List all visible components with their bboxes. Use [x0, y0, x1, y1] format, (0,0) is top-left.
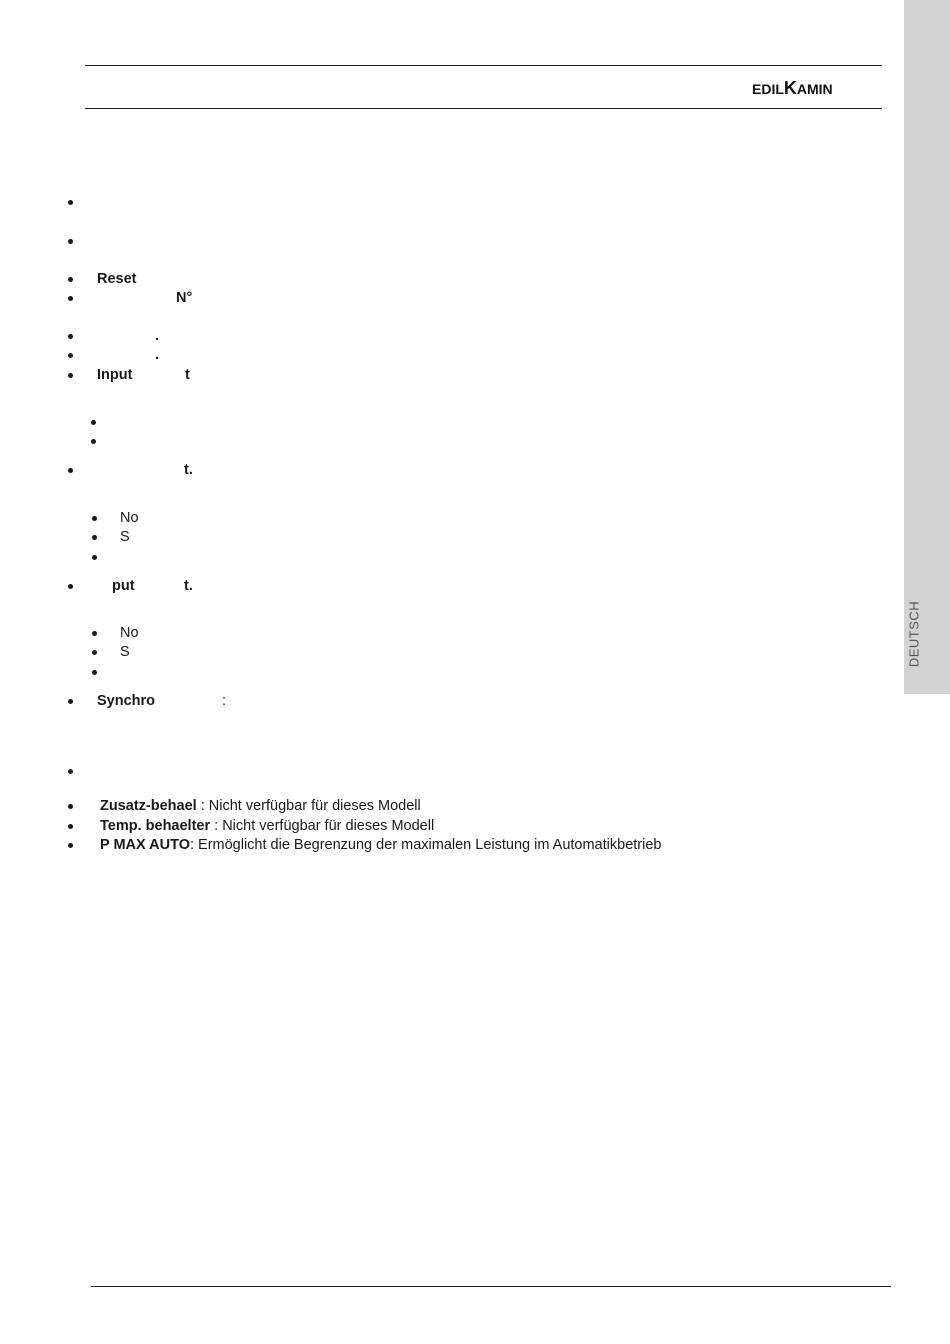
sub-bullet: [91, 420, 96, 425]
sub-bullet: [92, 535, 97, 540]
list-item-input-t: t: [185, 367, 190, 383]
sub-item-s-2: S: [120, 644, 130, 660]
bullet: [68, 824, 73, 829]
footer-rule: [91, 1286, 891, 1287]
header-top-rule: [85, 65, 882, 66]
list-item-pmax: [100, 836, 661, 854]
bullet: [68, 804, 73, 809]
list-item-zusatz: [100, 797, 421, 815]
header-bottom-rule: [85, 108, 882, 109]
sub-item-s-1: S: [120, 529, 130, 545]
brand-logo-part-2: K: [783, 78, 797, 98]
list-item-synchro: Synchro: [97, 693, 156, 709]
bullet: [68, 334, 73, 339]
bullet: [68, 200, 73, 205]
bullet: [68, 277, 73, 282]
sub-bullet: [91, 439, 96, 444]
sub-bullet: [92, 631, 97, 636]
bullet: [68, 769, 73, 774]
bullet: [68, 373, 73, 378]
zusatz-text: : Nicht verfügbar für dieses Modell: [196, 798, 421, 814]
bullet: [68, 468, 73, 473]
list-item-input: Input: [97, 367, 133, 383]
list-item-temp: [100, 817, 434, 835]
sub-bullet: [92, 670, 97, 675]
temp-text: : Nicht verfügbar für dieses Modell: [210, 818, 435, 834]
bullet: [68, 584, 73, 589]
bullet: [68, 239, 73, 244]
sub-item-no-1: No: [120, 510, 139, 526]
language-label-text: DEUTSCH: [906, 600, 922, 668]
list-item-n-degree: N°: [176, 290, 193, 306]
sub-bullet: [92, 650, 97, 655]
pmax-label: P MAX AUTO: [100, 837, 190, 853]
list-item-dot-2: .: [155, 347, 160, 363]
sub-bullet: [92, 555, 97, 560]
brand-logo: [752, 79, 874, 97]
brand-logo-part-1: EDIL: [752, 81, 784, 97]
list-item-t-2: t.: [184, 578, 193, 594]
list-item-dot-1: .: [155, 328, 160, 344]
bullet: [68, 699, 73, 704]
list-item-put: put: [112, 578, 135, 594]
language-side-tab: [904, 0, 950, 694]
bullet: [68, 843, 73, 848]
pmax-text: : Ermöglicht die Begrenzung der maximalen Leistung im Automatikbetrieb: [189, 837, 662, 853]
zusatz-label: Zusatz-behael: [100, 798, 197, 814]
sub-item-no-2: No: [120, 625, 139, 641]
bullet: [68, 296, 73, 301]
bullet: [68, 353, 73, 358]
temp-label: Temp. behaelter: [100, 818, 211, 834]
list-item-synchro-colon: :: [222, 693, 227, 709]
sub-bullet: [92, 516, 97, 521]
list-item-t-1: t.: [184, 462, 193, 478]
brand-logo-part-3: AMIN: [796, 81, 833, 97]
list-item-reset: Reset: [97, 271, 137, 287]
